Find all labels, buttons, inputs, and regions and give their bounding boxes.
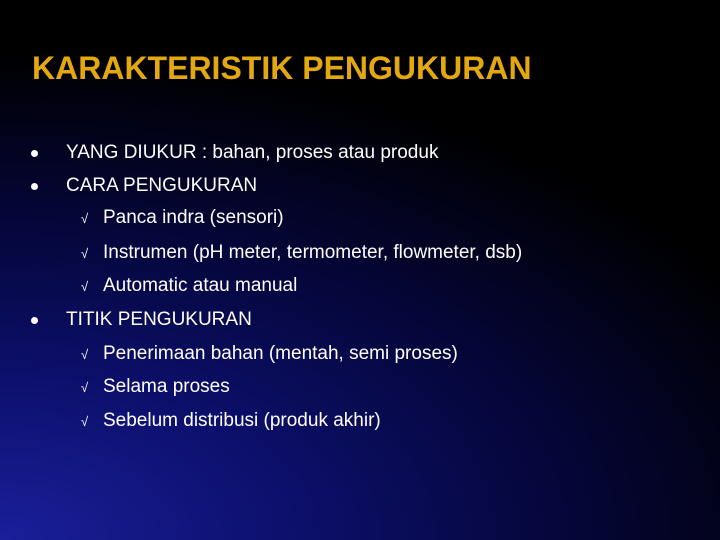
bullet-titik-pengukuran [31,307,252,333]
filled-circle-bullet-icon [31,317,38,324]
bullet-text: YANG DIUKUR : bahan, proses atau produk [66,142,439,163]
sub-bullet-automatic [81,273,297,299]
check-mark-icon: √ [81,245,89,261]
slide-title: KARAKTERISTIK PENGUKURAN [32,50,532,86]
sub-bullet-text: Sebelum distribusi (produk akhir) [103,410,381,431]
bullet-text: CARA PENGUKURAN [66,175,258,196]
filled-circle-bullet-icon [31,183,38,190]
bullet-cara-pengukuran [31,173,257,199]
bullet-text: TITIK PENGUKURAN [66,309,252,330]
sub-bullet-text: Panca indra (sensori) [103,207,284,228]
sub-bullet-panca-indra [81,205,284,231]
sub-bullet-text: Instrumen (pH meter, termometer, flowmeter, dsb) [103,242,523,263]
sub-bullet-text: Selama proses [103,376,230,397]
sub-bullet-text: Automatic atau manual [103,275,298,296]
check-mark-icon: √ [81,278,89,294]
sub-bullet-sebelum-distribusi [81,408,381,434]
check-mark-icon: √ [81,413,89,429]
check-mark-icon: √ [81,210,89,226]
sub-bullet-selama-proses [81,374,230,400]
sub-bullet-text: Penerimaan bahan (mentah, semi proses) [103,343,458,364]
sub-bullet-penerimaan [81,341,458,367]
check-mark-icon: √ [81,346,89,362]
sub-bullet-instrumen [81,240,522,266]
filled-circle-bullet-icon [31,150,38,157]
bullet-yang-diukur [31,140,438,166]
check-mark-icon: √ [81,379,89,395]
